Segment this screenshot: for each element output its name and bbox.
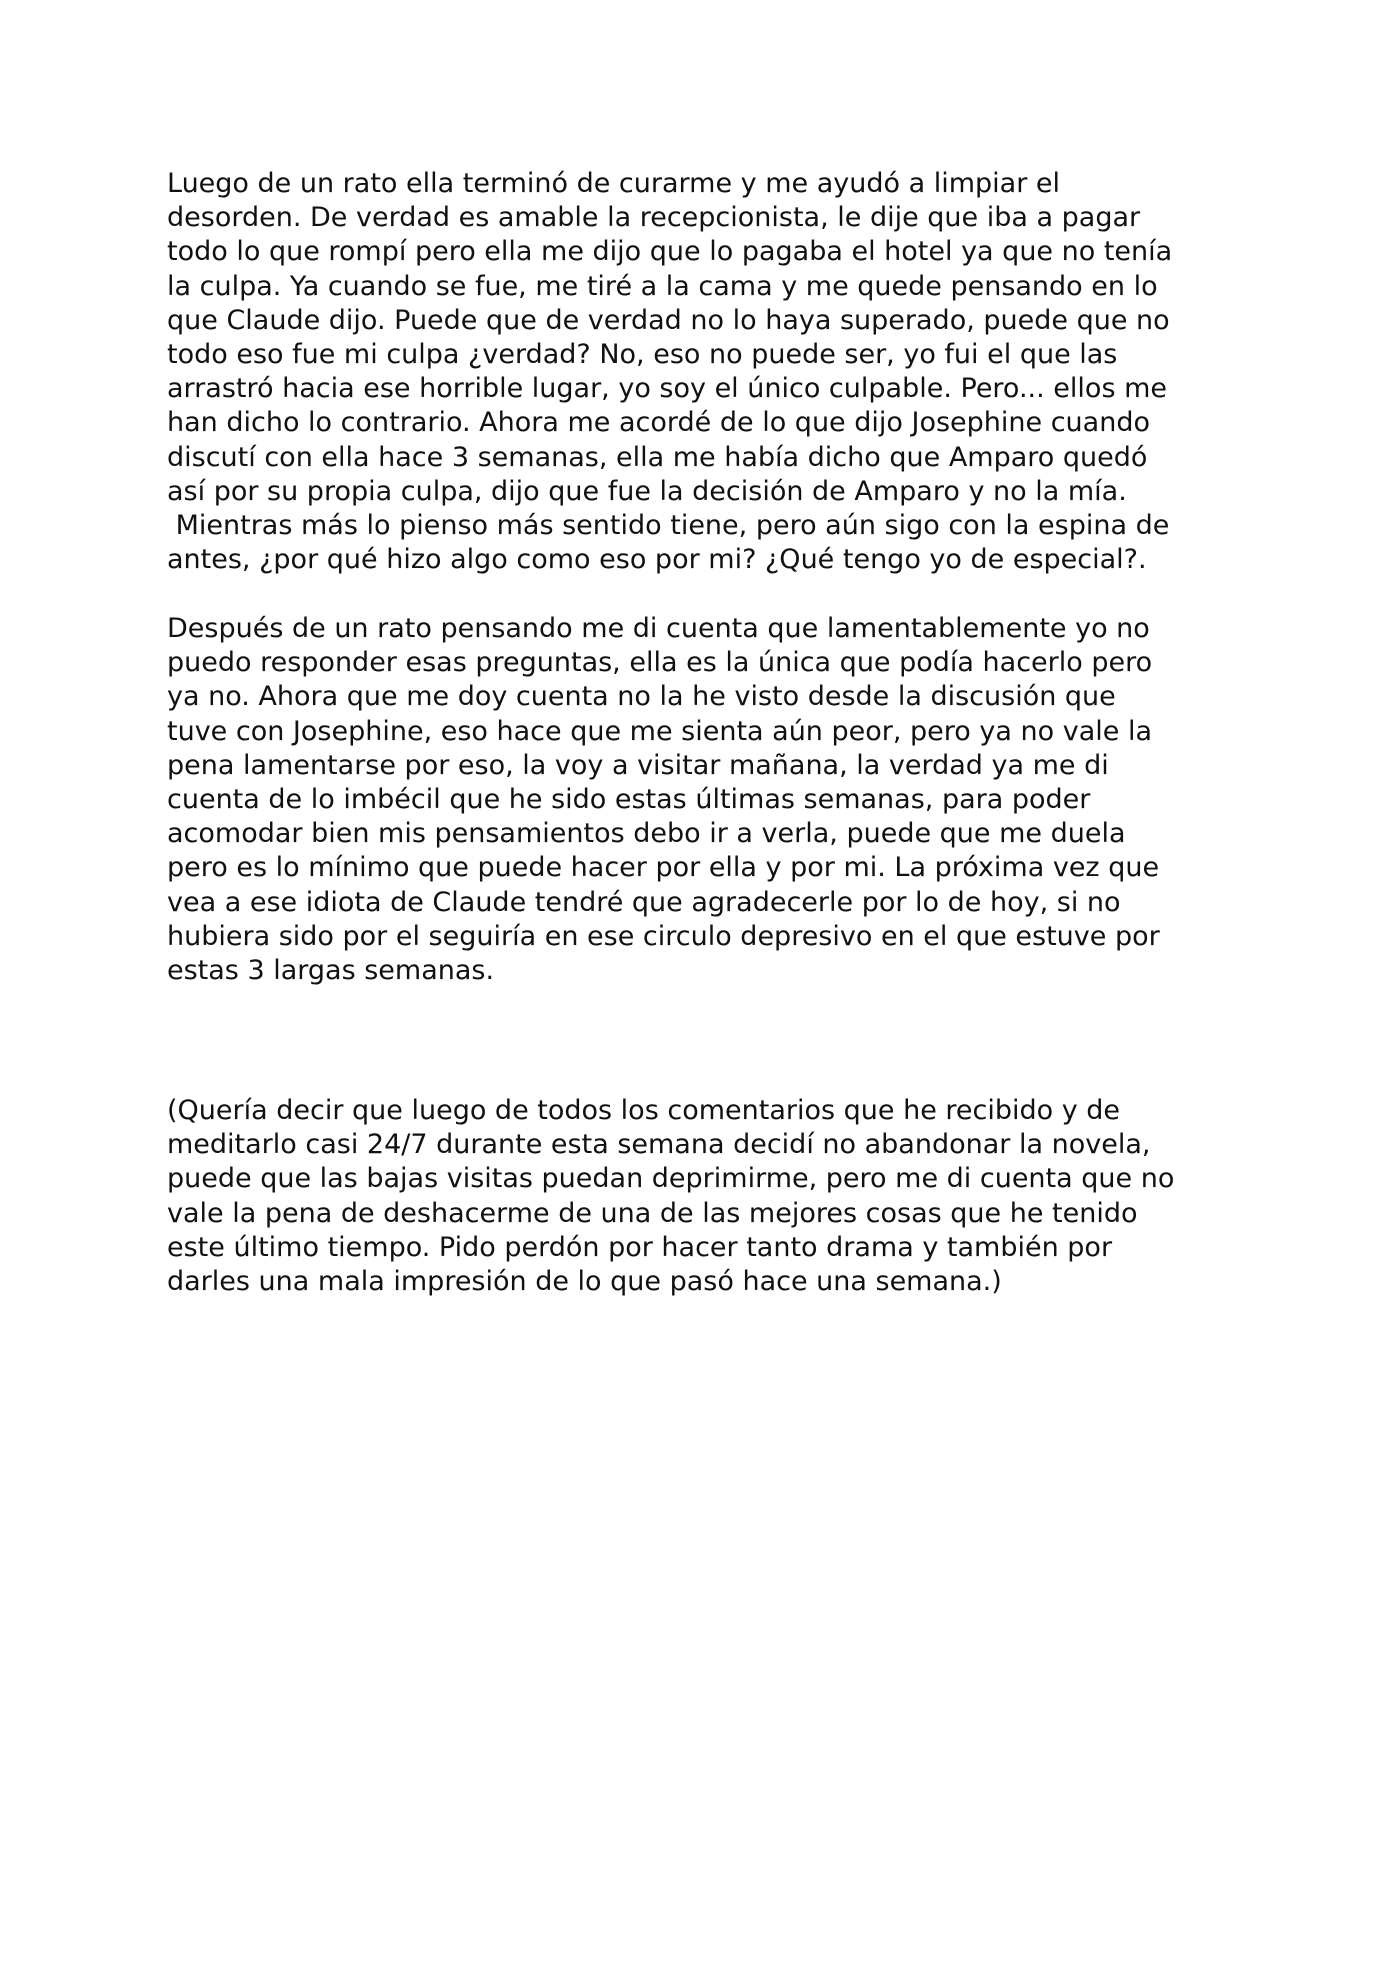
- text-line: Luego de un rato ella terminó de curarme y me ayudó a limpiar el: [167, 168, 1060, 199]
- text-line: Mientras más lo pienso más sentido tiene, pero aún sigo con la espina de: [167, 510, 1170, 542]
- text-line: desorden. De verdad es amable la recepcionista, le dije que iba a pagar: [167, 202, 1141, 234]
- text-line: vale la pena de deshacerme de una de las mejores cosas que he tenido: [167, 1197, 1138, 1229]
- text-line: arrastró hacia ese horrible lugar, yo soy el único culpable. Pero... ellos me: [167, 373, 1168, 405]
- text-line: (Quería decir que luego de todos los comentarios que he recibido y de: [167, 1095, 1121, 1126]
- text-line: han dicho lo contrario. Ahora me acordé de lo que dijo Josephine cuando: [167, 407, 1150, 439]
- text-line: discutí con ella hace 3 semanas, ella me había dicho que Amparo quedó: [167, 441, 1148, 473]
- text-line: Después de un rato pensando me di cuenta que lamentablemente yo no: [167, 613, 1150, 644]
- text-line: la culpa. Ya cuando se fue, me tiré a la cama y me quede pensando en lo: [167, 270, 1158, 302]
- text-line: así por su propia culpa, dijo que fue la decisión de Amparo y no la mía.: [167, 475, 1127, 507]
- paragraph: [167, 1094, 1247, 1299]
- paragraph: [167, 167, 1247, 577]
- text-line: tuve con Josephine, eso hace que me sienta aún peor, pero ya no vale la: [167, 715, 1152, 747]
- text-line: antes, ¿por qué hizo algo como eso por mi? ¿Qué tengo yo de especial?.: [167, 544, 1147, 576]
- text-line: darles una mala impresión de lo que pasó hace una semana.): [167, 1266, 1002, 1298]
- text-line: pero es lo mínimo que puede hacer por ella y por mi. La próxima vez que: [167, 852, 1160, 884]
- text-line: vea a ese idiota de Claude tendré que agradecerle por lo de hoy, si no: [167, 886, 1121, 918]
- text-line: estas 3 largas semanas.: [167, 955, 495, 987]
- text-line: este último tiempo. Pido perdón por hacer tanto drama y también por: [167, 1231, 1113, 1263]
- text-line: hubiera sido por el seguiría en ese circulo depresivo en el que estuve por: [167, 920, 1160, 952]
- text-line: puede que las bajas visitas puedan deprimirme, pero me di cuenta que no: [167, 1163, 1175, 1195]
- text-line: que Claude dijo. Puede que de verdad no lo haya superado, puede que no: [167, 304, 1170, 336]
- text-line: ya no. Ahora que me doy cuenta no la he visto desde la discusión que: [167, 681, 1116, 713]
- text-line: pena lamentarse por eso, la voy a visitar mañana, la verdad ya me di: [167, 749, 1109, 781]
- paragraph: [167, 612, 1247, 988]
- text-line: todo eso fue mi culpa ¿verdad? No, eso no puede ser, yo fui el que las: [167, 339, 1118, 371]
- text-line: meditarlo casi 24/7 durante esta semana decidí no abandonar la novela,: [167, 1129, 1151, 1161]
- text-line: todo lo que rompí pero ella me dijo que lo pagaba el hotel ya que no tenía: [167, 236, 1173, 268]
- text-line: acomodar bien mis pensamientos debo ir a verla, puede que me duela: [167, 818, 1126, 850]
- text-line: puedo responder esas preguntas, ella es la única que podía hacerlo pero: [167, 647, 1153, 679]
- text-line: cuenta de lo imbécil que he sido estas últimas semanas, para poder: [167, 784, 1091, 816]
